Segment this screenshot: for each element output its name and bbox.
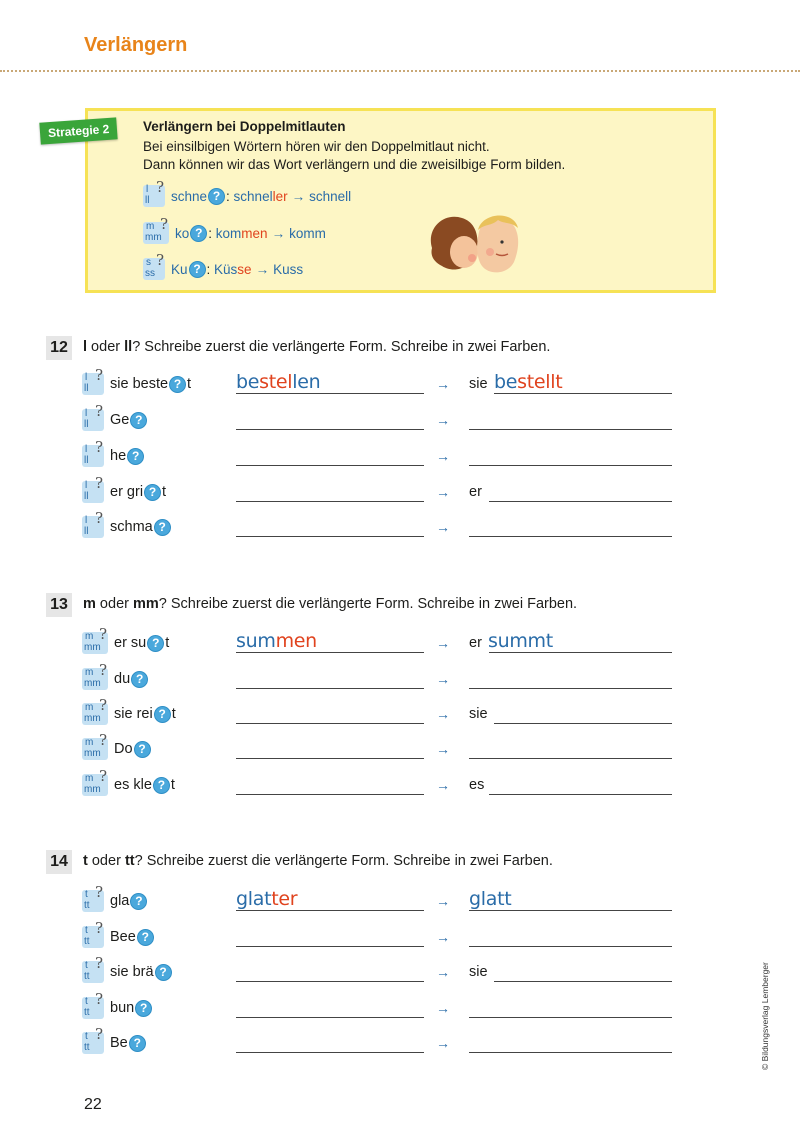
- exercise-row: [82, 919, 682, 952]
- word-stem: Ge: [110, 412, 130, 428]
- hint-badge-icon: m mm ?: [145, 215, 169, 243]
- arrow-icon: →: [436, 1035, 450, 1051]
- arrow-icon: →: [436, 964, 450, 980]
- arrow-icon: →: [436, 484, 450, 500]
- question-icon: ?: [135, 1000, 152, 1017]
- word-stem: sie beste: [110, 376, 169, 392]
- hint-badge-icon: l ll ?: [84, 402, 104, 430]
- question-icon: ?: [154, 519, 171, 536]
- answer-line-extended[interactable]: [236, 946, 424, 947]
- answer-line-extended[interactable]: [236, 536, 424, 537]
- question-icon: ?: [137, 929, 154, 946]
- example-extended-red: ler: [272, 188, 288, 204]
- exercise-row: [82, 990, 682, 1023]
- example-word: Ku: [171, 261, 188, 277]
- word-stem: Do: [114, 741, 133, 757]
- result-prefix: sie: [469, 706, 488, 722]
- title-divider: [0, 70, 800, 72]
- arrow-icon: →: [436, 671, 450, 687]
- answer-line-result[interactable]: [469, 536, 672, 537]
- hint-badge-icon: m mm ?: [84, 696, 108, 724]
- answer-line-extended[interactable]: [236, 723, 424, 724]
- answer-line-result[interactable]: [469, 465, 672, 466]
- answer-line-extended[interactable]: [236, 981, 424, 982]
- word-stem: Be: [110, 1035, 128, 1051]
- exercise-row: [82, 474, 682, 507]
- hint-badge-icon: l ll ?: [84, 366, 104, 394]
- answer-line-result[interactable]: [469, 946, 672, 947]
- example-result: Kuss: [273, 261, 304, 277]
- hint-badge-icon: t tt ?: [84, 990, 104, 1018]
- example-extended: kom: [215, 225, 242, 241]
- word-stem: gla: [110, 893, 130, 909]
- answer-line-extended[interactable]: [236, 910, 424, 911]
- result-prefix: er: [469, 635, 482, 651]
- word-stem: du: [114, 671, 131, 687]
- result-prefix: er: [469, 484, 482, 500]
- task-number: 13: [46, 593, 72, 617]
- answer-line-result[interactable]: [494, 723, 672, 724]
- answer-line-extended[interactable]: [236, 794, 424, 795]
- question-icon: ?: [134, 741, 151, 758]
- question-icon: ?: [154, 706, 171, 723]
- question-icon: ?: [130, 893, 147, 910]
- strategy-tag: Strategie 2: [39, 117, 118, 144]
- arrow-icon: →: [436, 893, 450, 909]
- question-icon: ?: [147, 635, 164, 652]
- arrow-icon: →: [436, 1000, 450, 1016]
- question-icon: ?: [208, 188, 225, 205]
- answer-line-extended[interactable]: [236, 1017, 424, 1018]
- example-extended: Küs: [214, 261, 238, 277]
- question-icon: ?: [190, 225, 207, 242]
- word-end: t: [187, 376, 192, 392]
- task-number: 14: [46, 850, 72, 874]
- answer-line-result[interactable]: [469, 1052, 672, 1053]
- exercise-row: [82, 438, 682, 471]
- exercise-row: [82, 767, 682, 800]
- exercise-row: [82, 509, 682, 542]
- example-result: schnell: [309, 188, 352, 204]
- hint-badge-icon: m mm ?: [84, 767, 108, 795]
- question-icon: ?: [130, 412, 147, 429]
- answer-extended: summen: [236, 630, 317, 652]
- question-icon: ?: [131, 671, 148, 688]
- result-prefix: es: [469, 777, 485, 793]
- word-stem: bun: [110, 1000, 135, 1016]
- word-end: t: [165, 635, 170, 651]
- exercise-row: [82, 883, 682, 916]
- exercise-row: [82, 1025, 682, 1058]
- answer-line-extended[interactable]: [236, 501, 424, 502]
- answer-line-extended[interactable]: [236, 1052, 424, 1053]
- word-end: t: [162, 484, 167, 500]
- word-end: t: [170, 777, 175, 793]
- hint-badge-icon: l ll ?: [84, 509, 104, 537]
- word-stem: er su: [114, 635, 147, 651]
- arrow-icon: →: [271, 225, 286, 241]
- hint-badge-icon: t tt ?: [84, 954, 104, 982]
- answer-result: glatt: [469, 888, 512, 910]
- task-instruction: l oder ll? Schreibe zuerst die verlängerte Form. Schreibe in zwei Farben.: [83, 339, 551, 355]
- arrow-icon: →: [436, 929, 450, 945]
- answer-line-extended[interactable]: [236, 393, 424, 394]
- question-icon: ?: [144, 484, 161, 501]
- answer-line-extended[interactable]: [236, 652, 424, 653]
- strategy-example: s ss ? Ku ? : Küs se → Kuss: [145, 251, 304, 279]
- arrow-icon: →: [436, 519, 450, 535]
- answer-result: bestellt: [494, 371, 563, 393]
- example-extended-red: men: [241, 225, 268, 241]
- strategy-text-2: Dann können wir das Wort verlängern und die zweisilbige Form bilden.: [143, 157, 566, 172]
- result-prefix: sie: [469, 376, 488, 392]
- strategy-example: m mm ? ko ? : kom men → komm: [145, 215, 326, 243]
- exercise-row: [82, 661, 682, 694]
- kissing-children-illustration: [424, 208, 524, 280]
- answer-line-result[interactable]: [469, 429, 672, 430]
- strategy-heading: Verlängern bei Doppelmitlauten: [143, 119, 346, 134]
- answer-extended: glatter: [236, 888, 298, 910]
- example-extended-red: se: [237, 261, 252, 277]
- question-icon: ?: [153, 777, 170, 794]
- answer-line-result[interactable]: [494, 981, 672, 982]
- word-stem: es kle: [114, 777, 152, 793]
- answer-line-extended[interactable]: [236, 429, 424, 430]
- question-icon: ?: [155, 964, 172, 981]
- word-end: t: [171, 706, 176, 722]
- exercise-row: [82, 625, 682, 658]
- hint-badge-icon: t tt ?: [84, 919, 104, 947]
- page-title: Verlängern: [84, 34, 188, 56]
- page-number: 22: [84, 1096, 102, 1113]
- answer-line-result[interactable]: [489, 794, 672, 795]
- question-icon: ?: [189, 261, 206, 278]
- hint-badge-icon: m mm ?: [84, 661, 108, 689]
- answer-line-result[interactable]: [489, 652, 672, 653]
- arrow-icon: →: [436, 635, 450, 651]
- copyright-notice: © Bildungsverlag Lemberger: [760, 962, 770, 1070]
- task-number: 12: [46, 336, 72, 360]
- example-extended: schnel: [233, 188, 273, 204]
- question-icon: ?: [169, 376, 186, 393]
- result-prefix: sie: [469, 964, 488, 980]
- example-word: ko: [175, 225, 190, 241]
- hint-badge-icon: s ss ?: [145, 251, 165, 279]
- example-result: komm: [289, 225, 326, 241]
- answer-result: summt: [488, 630, 553, 652]
- exercise-row: [82, 696, 682, 729]
- question-icon: ?: [127, 448, 144, 465]
- exercise-row: [82, 402, 682, 435]
- answer-line-result[interactable]: [489, 501, 672, 502]
- hint-badge-icon: t tt ?: [84, 1025, 104, 1053]
- example-word: schne: [171, 188, 208, 204]
- word-stem: sie rei: [114, 706, 153, 722]
- hint-badge-icon: l ll ?: [84, 438, 104, 466]
- word-stem: Bee: [110, 929, 136, 945]
- hint-badge-icon: m mm ?: [84, 625, 108, 653]
- answer-line-extended[interactable]: [236, 465, 424, 466]
- answer-line-extended[interactable]: [236, 758, 424, 759]
- strategy-example: l ll ? schne ? : schnel ler → schnell: [145, 178, 352, 206]
- arrow-icon: →: [436, 741, 450, 757]
- answer-line-result[interactable]: [494, 393, 672, 394]
- arrow-icon: →: [255, 261, 270, 277]
- answer-line-result[interactable]: [469, 688, 672, 689]
- answer-line-result[interactable]: [469, 1017, 672, 1018]
- word-stem: schma: [110, 519, 153, 535]
- exercise-row: [82, 366, 682, 399]
- arrow-icon: →: [436, 412, 450, 428]
- answer-line-result[interactable]: [469, 758, 672, 759]
- hint-badge-icon: l ll ?: [84, 474, 104, 502]
- answer-line-result[interactable]: [469, 910, 672, 911]
- task-instruction: t oder tt? Schreibe zuerst die verlängerte Form. Schreibe in zwei Farben.: [83, 853, 553, 869]
- arrow-icon: →: [436, 777, 450, 793]
- question-icon: ?: [129, 1035, 146, 1052]
- word-stem: sie brä: [110, 964, 154, 980]
- exercise-row: [82, 954, 682, 987]
- answer-line-extended[interactable]: [236, 688, 424, 689]
- strategy-text-1: Bei einsilbigen Wörtern hören wir den Doppelmitlaut nicht.: [143, 139, 490, 154]
- task-instruction: m oder mm? Schreibe zuerst die verlängerte Form. Schreibe in zwei Farben.: [83, 596, 578, 612]
- answer-extended: bestellen: [236, 371, 321, 393]
- hint-badge-icon: t tt ?: [84, 883, 104, 911]
- arrow-icon: →: [436, 376, 450, 392]
- hint-badge-icon: m mm ?: [84, 731, 108, 759]
- exercise-row: [82, 731, 682, 764]
- word-stem: he: [110, 448, 127, 464]
- hint-badge-icon: l ll ?: [145, 178, 165, 206]
- word-stem: er gri: [110, 484, 144, 500]
- arrow-icon: →: [436, 706, 450, 722]
- arrow-icon: →: [436, 448, 450, 464]
- arrow-icon: →: [291, 188, 306, 204]
